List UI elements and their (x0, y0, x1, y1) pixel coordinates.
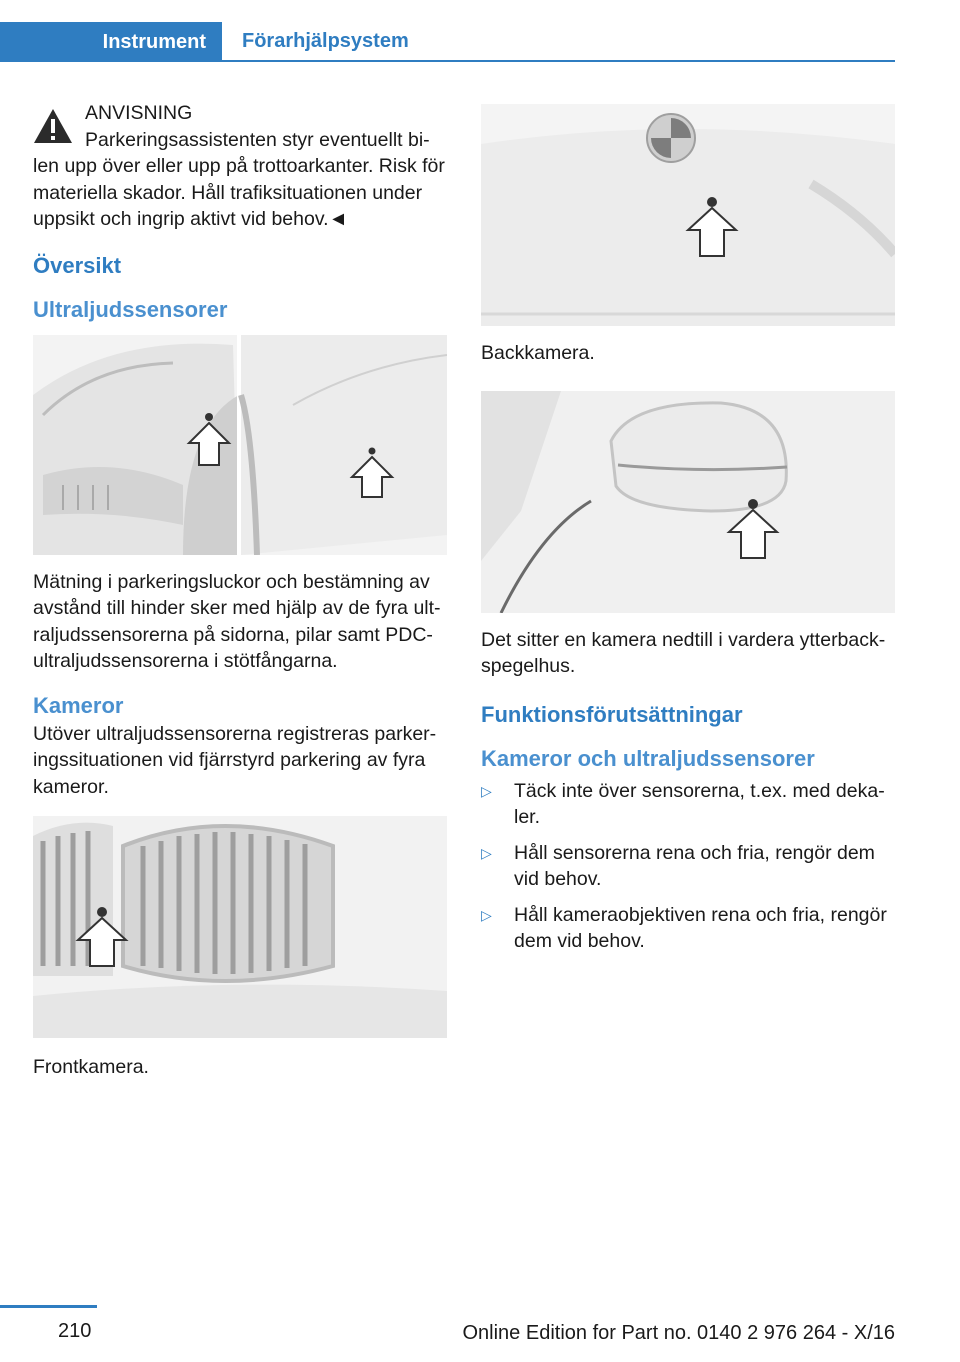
warning-triangle-icon (33, 108, 73, 144)
bullet-triangle-icon: ▷ (481, 844, 492, 861)
bullet-triangle-icon: ▷ (481, 906, 492, 923)
rear-camera-caption: Backkamera. (481, 342, 595, 364)
edition-text: Online Edition for Part no. 0140 2 976 264 - X/16 (462, 1322, 895, 1344)
heading-requirements: Funktionsförutsättningar (481, 701, 743, 727)
heading-cameras-and-sensors: Kameror och ultraljudssensorer (481, 745, 815, 771)
tab-instrument[interactable] (0, 22, 222, 62)
bullet-triangle-icon: ▷ (481, 782, 492, 799)
front-camera-caption: Frontkamera. (33, 1056, 149, 1078)
tab-forarhjalpsystem-label: Förarhjälpsystem (242, 29, 409, 52)
warning-text: Parkeringsassistenten styr eventuellt bilen upp över eller upp på trottoarkanter. Risk för materiella skador. Håll trafiksituationen under uppsikt och ingrip aktivt vid behov.◄ (33, 128, 445, 230)
ultrasonic-sensors-figure (33, 335, 447, 555)
warning-title: ANVISNING (85, 102, 193, 124)
right-column (481, 104, 895, 964)
list-item: ▷ Håll kameraobjektiven rena och fria, rengör dem vid behov. (481, 903, 887, 952)
mirror-camera-description: Det sitter en kamera nedtill i vardera ytterbackspegelhus. (481, 628, 886, 677)
mirror-camera-figure (481, 391, 895, 613)
tab-forarhjalpsystem[interactable] (222, 22, 895, 62)
footer-rule (0, 1305, 97, 1308)
left-column (33, 100, 447, 1081)
warning-block (33, 100, 447, 233)
heading-cameras: Kameror (33, 692, 124, 718)
rear-camera-figure (481, 104, 895, 326)
list-item: ▷ Håll sensorerna rena och fria, rengör dem vid behov. (481, 841, 875, 890)
sensors-description: Mätning i parkeringsluckor och bestämning av avstånd till hinder sker med hjälp av de fyra ultraljudssensorerna på sidorna, pilar samt PDC-ultraljudssensorerna i stötfångarna. (33, 570, 441, 672)
front-camera-figure (33, 816, 447, 1038)
tab-instrument-label: Instrument (102, 30, 206, 53)
list-item: ▷ Täck inte över sensorerna, t.ex. med dekaler. (481, 779, 885, 828)
page-number: 210 (58, 1320, 92, 1342)
heading-ultrasonic-sensors: Ultraljudssensorer (33, 296, 228, 322)
requirements-list (481, 778, 895, 955)
cameras-description: Utöver ultraljudssensorerna registreras parkeringssituationen vid fjärrstyrd parkering av fyra kameror. (33, 722, 437, 798)
heading-overview: Översikt (33, 252, 122, 278)
header-tabs (0, 22, 895, 62)
